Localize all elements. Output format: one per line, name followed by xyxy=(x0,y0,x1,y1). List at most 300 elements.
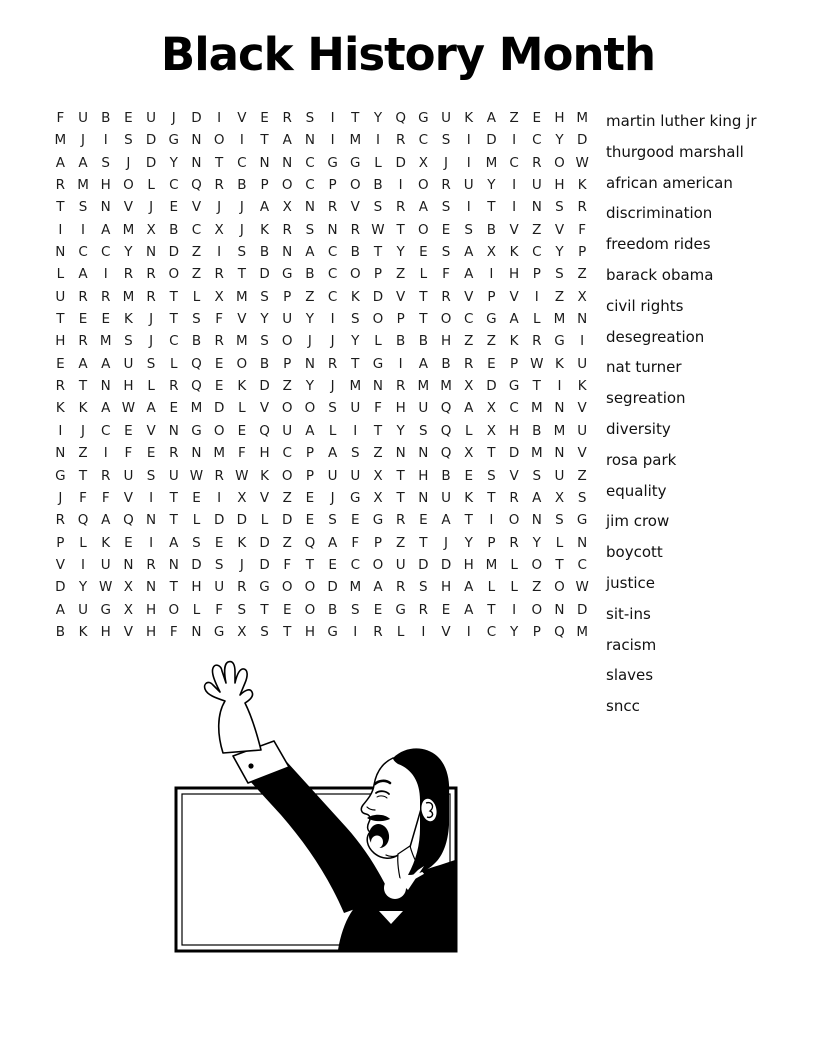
grid-letter: C xyxy=(327,288,338,305)
grid-letter: U xyxy=(554,467,565,484)
grid-letter: Y xyxy=(396,422,405,439)
grid-letter: T xyxy=(464,512,473,529)
grid-letter: Q xyxy=(123,512,134,529)
grid-letter: M xyxy=(349,378,362,395)
grid-letter: Z xyxy=(464,333,474,350)
grid-letter: E xyxy=(419,244,428,261)
grid-letter: R xyxy=(55,512,66,529)
grid-letter: R xyxy=(146,288,156,305)
grid-letter: V xyxy=(237,110,247,126)
grid-letter: F xyxy=(79,489,87,506)
grid-letter: I xyxy=(330,311,335,328)
grid-letter: N xyxy=(418,445,429,462)
grid-letter: C xyxy=(101,244,111,261)
grid-letter: X xyxy=(418,154,428,171)
grid-letter: I xyxy=(512,199,517,216)
grid-letter: I xyxy=(330,110,335,126)
grid-letter: S xyxy=(192,311,201,328)
grid-letter: U xyxy=(395,556,406,573)
grid-letter: F xyxy=(237,445,246,462)
grid-letter: R xyxy=(55,378,66,395)
grid-letter: R xyxy=(532,154,542,171)
grid-letter: U xyxy=(55,288,66,305)
grid-letter: A xyxy=(441,512,451,529)
grid-letter: F xyxy=(578,221,587,238)
grid-letter: I xyxy=(421,623,426,640)
grid-letter: X xyxy=(464,378,474,395)
grid-letter: S xyxy=(328,400,337,417)
grid-letter: B xyxy=(305,266,315,283)
grid-letter: L xyxy=(487,579,496,596)
grid-letter: E xyxy=(328,556,337,573)
grid-letter: N xyxy=(577,311,588,328)
grid-letter: Z xyxy=(191,266,202,283)
grid-letter: D xyxy=(236,512,248,529)
grid-letter: U xyxy=(463,177,474,194)
grid-letter: E xyxy=(532,110,542,126)
grid-letter: J xyxy=(149,199,154,216)
grid-letter: C xyxy=(305,177,315,194)
grid-letter: W xyxy=(371,221,385,238)
grid-letter: O xyxy=(440,311,452,328)
grid-letter: V xyxy=(55,556,65,573)
grid-letter: I xyxy=(557,378,562,395)
grid-letter: H xyxy=(304,623,315,640)
grid-letter: R xyxy=(169,378,179,395)
grid-letter: A xyxy=(509,311,519,328)
grid-letter: Y xyxy=(532,534,541,551)
grid-letter: J xyxy=(149,311,154,328)
grid-letter: U xyxy=(441,489,451,506)
grid-letter: Y xyxy=(78,579,88,596)
grid-letter: D xyxy=(55,579,66,596)
grid-letter: E xyxy=(214,355,224,372)
grid-letter: U xyxy=(282,311,293,328)
grid-letter: A xyxy=(78,266,88,283)
grid-letter: U xyxy=(418,400,429,417)
grid-letter: P xyxy=(396,311,405,328)
grid-letter: B xyxy=(101,110,111,126)
grid-letter: T xyxy=(487,199,496,216)
grid-letter: U xyxy=(100,556,111,573)
grid-letter: D xyxy=(213,512,225,529)
grid-letter: F xyxy=(124,445,133,462)
grid-letter: G xyxy=(259,579,270,596)
grid-letter: B xyxy=(418,333,428,350)
grid-letter: G xyxy=(191,422,202,439)
grid-letter: S xyxy=(260,623,269,640)
grid-letter: R xyxy=(101,467,111,484)
grid-letter: M xyxy=(440,378,452,395)
grid-letter: I xyxy=(534,288,539,305)
grid-letter: C xyxy=(101,422,111,439)
grid-letter: L xyxy=(147,378,155,395)
grid-letter: D xyxy=(168,244,179,261)
grid-letter: K xyxy=(237,378,247,395)
grid-letter: D xyxy=(486,378,497,395)
grid-letter: S xyxy=(350,311,360,328)
grid-letter: F xyxy=(169,623,178,640)
grid-letter: P xyxy=(487,534,496,551)
grid-row xyxy=(49,241,594,263)
grid-letter: U xyxy=(282,422,293,439)
grid-letter: G xyxy=(576,512,588,529)
grid-letter: V xyxy=(441,623,451,640)
grid-letter: O xyxy=(372,556,384,573)
grid-letter: I xyxy=(466,154,471,171)
grid-letter: C xyxy=(169,333,179,350)
grid-letter: O xyxy=(281,467,293,484)
grid-letter: L xyxy=(79,534,87,551)
boutonniere xyxy=(384,877,406,899)
grid-letter: Z xyxy=(577,467,587,484)
grid-letter: K xyxy=(509,333,519,350)
grid-letter: B xyxy=(55,623,65,640)
grid-letter: S xyxy=(350,601,360,618)
grid-letter: N xyxy=(191,154,202,171)
grid-row xyxy=(49,330,594,352)
grid-letter: F xyxy=(215,311,224,328)
grid-letter: F xyxy=(442,266,450,283)
grid-letter: C xyxy=(327,266,338,283)
grid-letter: L xyxy=(555,534,564,551)
grid-letter: L xyxy=(56,266,65,283)
grid-letter: G xyxy=(168,132,180,149)
grid-letter: Z xyxy=(577,266,587,283)
grid-letter: F xyxy=(283,556,292,573)
grid-letter: X xyxy=(486,244,497,261)
grid-row xyxy=(49,152,594,174)
grid-letter: S xyxy=(577,489,587,506)
grid-letter: E xyxy=(124,422,133,439)
grid-letter: Y xyxy=(373,110,383,126)
grid-letter: I xyxy=(58,422,63,439)
word-list-item: boycott xyxy=(606,543,663,562)
grid-letter: Y xyxy=(509,623,519,640)
grid-row xyxy=(49,554,594,576)
grid-letter: A xyxy=(373,579,383,596)
grid-letter: Q xyxy=(191,355,202,372)
grid-letter: A xyxy=(101,512,111,529)
grid-letter: T xyxy=(169,512,178,529)
grid-letter: D xyxy=(372,288,384,305)
grid-letter: A xyxy=(327,445,338,462)
grid-letter: V xyxy=(509,221,519,238)
grid-letter: O xyxy=(281,333,293,350)
grid-letter: F xyxy=(56,110,65,126)
grid-letter: C xyxy=(169,177,179,194)
grid-letter: Z xyxy=(554,288,565,305)
grid-letter: M xyxy=(530,400,543,417)
grid-letter: R xyxy=(55,177,66,194)
grid-letter: Q xyxy=(440,445,452,462)
grid-letter: J xyxy=(171,110,176,126)
grid-letter: R xyxy=(327,355,338,372)
grid-letter: W xyxy=(530,355,544,372)
grid-letter: O xyxy=(554,154,565,171)
grid-letter: Y xyxy=(487,177,496,194)
grid-letter: T xyxy=(555,556,564,573)
grid-letter: V xyxy=(577,400,587,417)
grid-letter: T xyxy=(237,266,246,283)
grid-letter: C xyxy=(282,445,292,462)
grid-letter: E xyxy=(78,311,88,328)
grid-letter: U xyxy=(78,110,88,126)
grid-letter: R xyxy=(237,579,247,596)
grid-letter: W xyxy=(575,579,589,596)
word-list-item: thurgood marshall xyxy=(606,142,744,161)
grid-letter: C xyxy=(509,154,519,171)
grid-letter: R xyxy=(509,489,519,506)
grid-letter: J xyxy=(330,489,335,506)
grid-letter: H xyxy=(418,467,429,484)
grid-letter: U xyxy=(214,579,225,596)
grid-letter: H xyxy=(55,333,66,350)
grid-letter: H xyxy=(463,556,474,573)
grid-letter: S xyxy=(555,199,564,216)
grid-letter: T xyxy=(487,445,496,462)
grid-letter: M xyxy=(530,445,543,462)
grid-letter: W xyxy=(235,467,249,484)
grid-letter: G xyxy=(554,333,565,350)
grid-row xyxy=(49,509,594,531)
word-list-item: sncc xyxy=(606,697,640,716)
grid-letter: S xyxy=(350,445,360,462)
grid-letter: B xyxy=(373,177,383,194)
word-list-item: nat turner xyxy=(606,358,682,377)
grid-letter: L xyxy=(374,333,382,350)
grid-letter: P xyxy=(305,445,314,462)
grid-letter: Q xyxy=(304,534,316,551)
grid-letter: M xyxy=(77,177,89,194)
grid-letter: K xyxy=(577,177,587,194)
grid-letter: O xyxy=(531,601,543,618)
grid-letter: D xyxy=(486,132,497,149)
grid-letter: X xyxy=(464,445,474,462)
grid-letter: A xyxy=(327,534,338,551)
word-list-item: jim crow xyxy=(606,512,670,531)
grid-letter: S xyxy=(214,556,224,573)
grid-letter: V xyxy=(123,489,134,506)
grid-letter: Z xyxy=(509,110,519,126)
grid-letter: B xyxy=(441,467,451,484)
grid-letter: L xyxy=(192,601,201,618)
grid-letter: V xyxy=(554,221,565,238)
grid-letter: C xyxy=(305,154,315,171)
grid-letter: U xyxy=(531,177,542,194)
grid-letter: Y xyxy=(305,311,315,328)
grid-letter: N xyxy=(327,221,338,238)
grid-letter: R xyxy=(169,445,179,462)
grid-row xyxy=(49,174,594,196)
grid-letter: Q xyxy=(77,512,89,529)
grid-letter: D xyxy=(576,601,588,618)
grid-letter: W xyxy=(121,400,136,417)
grid-letter: N xyxy=(146,512,157,529)
grid-letter: U xyxy=(350,400,361,417)
grid-letter: F xyxy=(351,534,360,551)
grid-letter: I xyxy=(58,221,63,238)
grid-letter: Y xyxy=(169,154,178,171)
grid-letter: X xyxy=(214,221,224,238)
grid-letter: N xyxy=(554,601,565,618)
grid-letter: N xyxy=(191,445,202,462)
grid-letter: G xyxy=(418,110,429,126)
grid-letter: G xyxy=(327,154,338,171)
grid-letter: G xyxy=(395,601,406,618)
grid-letter: N xyxy=(55,445,66,462)
grid-row xyxy=(49,397,594,419)
grid-letter: S xyxy=(532,467,542,484)
grid-letter: O xyxy=(554,579,565,596)
grid-row xyxy=(49,576,594,598)
grid-letter: R xyxy=(101,288,111,305)
grid-row xyxy=(49,353,594,375)
grid-letter: T xyxy=(419,311,428,328)
grid-letter: R xyxy=(78,288,88,305)
grid-letter: S xyxy=(237,244,247,261)
grid-letter: H xyxy=(146,623,157,640)
grid-letter: J xyxy=(330,333,335,350)
grid-letter: I xyxy=(512,601,517,618)
grid-letter: T xyxy=(169,489,178,506)
word-list-item: discrimination xyxy=(606,204,713,223)
grid-letter: V xyxy=(509,288,519,305)
grid-letter: I xyxy=(103,445,108,462)
grid-letter: K xyxy=(555,355,564,372)
grid-letter: L xyxy=(510,579,518,596)
grid-letter: P xyxy=(373,534,383,551)
grid-letter: K xyxy=(577,378,587,395)
grid-letter: U xyxy=(146,110,157,126)
word-list-item: african american xyxy=(606,173,733,192)
grid-letter: E xyxy=(169,400,179,417)
grid-letter: R xyxy=(464,355,474,372)
grid-letter: Z xyxy=(282,378,292,395)
grid-letter: U xyxy=(123,355,134,372)
grid-letter: W xyxy=(575,154,589,171)
grid-letter: X xyxy=(146,221,156,238)
grid-letter: U xyxy=(577,422,588,439)
grid-letter: B xyxy=(191,333,202,350)
grid-letter: I xyxy=(512,177,517,194)
grid-letter: I xyxy=(353,422,358,439)
grid-letter: S xyxy=(146,355,156,372)
grid-letter: S xyxy=(373,199,383,216)
grid-letter: M xyxy=(190,400,203,417)
grid-letter: C xyxy=(486,623,497,640)
grid-letter: D xyxy=(145,154,157,171)
grid-letter: X xyxy=(554,489,565,506)
grid-letter: K xyxy=(509,244,519,261)
grid-letter: V xyxy=(577,445,587,462)
grid-letter: H xyxy=(259,445,270,462)
grid-letter: A xyxy=(464,400,474,417)
grid-letter: I xyxy=(353,623,358,640)
grid-letter: V xyxy=(259,400,270,417)
grid-letter: R xyxy=(373,623,383,640)
grid-letter: B xyxy=(350,244,360,261)
word-list-item: barack obama xyxy=(606,265,714,284)
grid-letter: Y xyxy=(260,311,269,328)
grid-row xyxy=(49,599,594,621)
grid-row xyxy=(49,420,594,442)
grid-letter: S xyxy=(555,512,564,529)
grid-row xyxy=(49,286,594,308)
page-title: Black History Month xyxy=(160,28,656,81)
grid-letter: K xyxy=(78,623,88,640)
grid-letter: O xyxy=(304,601,316,618)
grid-letter: W xyxy=(99,579,113,596)
grid-letter: R xyxy=(214,467,224,484)
grid-letter: G xyxy=(327,623,338,640)
grid-letter: X xyxy=(214,288,224,305)
grid-letter: F xyxy=(101,489,110,506)
grid-letter: B xyxy=(259,355,270,372)
grid-letter: S xyxy=(260,288,269,305)
grid-letter: X xyxy=(486,400,497,417)
grid-letter: N xyxy=(146,244,157,261)
grid-letter: A xyxy=(282,132,292,149)
grid-letter: Q xyxy=(440,422,452,439)
grid-letter: E xyxy=(192,489,201,506)
grid-letter: I xyxy=(398,177,403,194)
grid-letter: O xyxy=(508,512,520,529)
grid-letter: Y xyxy=(396,244,405,261)
grid-letter: E xyxy=(305,489,315,506)
grid-letter: N xyxy=(304,199,315,216)
grid-letter: N xyxy=(577,534,588,551)
grid-letter: K xyxy=(237,534,247,551)
grid-letter: H xyxy=(440,333,452,350)
grid-letter: T xyxy=(396,489,405,506)
grid-letter: I xyxy=(217,110,222,126)
grid-letter: P xyxy=(283,355,292,372)
grid-letter: T xyxy=(56,311,65,328)
grid-letter: T xyxy=(373,422,383,439)
grid-letter: K xyxy=(260,221,269,238)
grid-letter: T xyxy=(260,132,269,149)
grid-letter: P xyxy=(373,266,383,283)
grid-letter: U xyxy=(350,467,361,484)
grid-letter: R xyxy=(78,333,88,350)
grid-letter: Q xyxy=(395,110,406,126)
grid-letter: R xyxy=(123,266,134,283)
grid-letter: Y xyxy=(464,534,473,551)
grid-letter: E xyxy=(214,534,224,551)
grid-letter: I xyxy=(466,132,471,149)
grid-letter: I xyxy=(375,132,380,149)
grid-letter: R xyxy=(509,534,519,551)
grid-letter: V xyxy=(237,311,247,328)
grid-letter: E xyxy=(101,311,110,328)
grid-letter: T xyxy=(373,244,383,261)
grid-letter: G xyxy=(372,512,384,529)
raised-hand xyxy=(205,662,261,753)
grid-letter: L xyxy=(396,623,405,640)
grid-letter: J xyxy=(58,489,63,506)
grid-letter: H xyxy=(395,400,406,417)
grid-letter: C xyxy=(532,132,542,149)
grid-letter: E xyxy=(214,378,224,395)
grid-letter: X xyxy=(237,623,247,640)
grid-letter: H xyxy=(100,623,111,640)
grid-letter: I xyxy=(398,355,403,372)
grid-row xyxy=(49,487,594,509)
grid-letter: O xyxy=(304,579,316,596)
grid-letter: R xyxy=(395,199,406,216)
grid-letter: S xyxy=(101,154,110,171)
